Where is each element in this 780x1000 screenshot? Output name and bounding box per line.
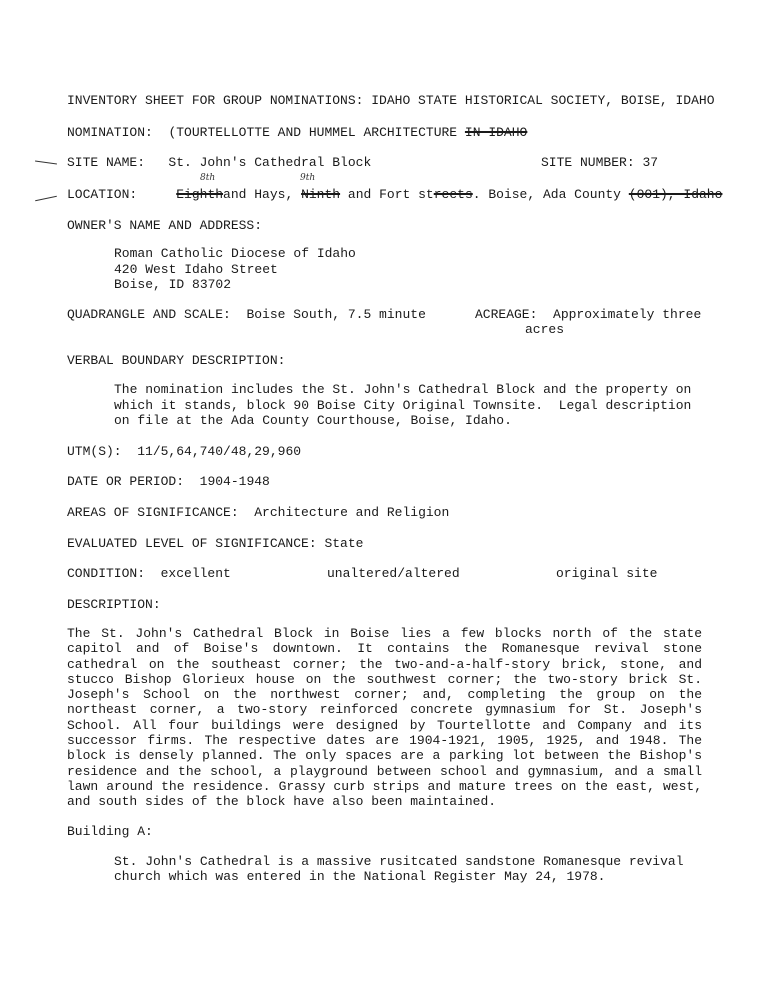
areas-label: AREAS OF SIGNIFICANCE: (67, 505, 239, 520)
nomination-value: TOURTELLOTTE AND HUMMEL ARCHITECTURE (176, 125, 458, 140)
level-row (67, 536, 363, 552)
quadrangle-label: QUADRANGLE AND SCALE: (67, 307, 231, 322)
acreage-row (475, 307, 701, 323)
site-number-label: SITE NUMBER: (541, 155, 635, 170)
site-name-row (67, 155, 371, 171)
building-a-line-2: church which was entered in the National Register May 24, 1978. (114, 869, 606, 884)
boundary-label: VERBAL BOUNDARY DESCRIPTION: (67, 353, 286, 368)
owner-line-1: Roman Catholic Diocese of Idaho (114, 246, 356, 261)
site-name-label: SITE NAME: (67, 155, 146, 170)
acreage-value: Approximately three (553, 307, 702, 322)
quadrangle-row (67, 307, 426, 323)
location-label: LOCATION: (67, 187, 138, 202)
handwritten-8th: 8th (200, 173, 216, 183)
location-part-3: . Boise, Ada County (472, 187, 621, 202)
date-row (67, 474, 270, 490)
level-label: EVALUATED LEVEL OF SIGNIFICANCE: (67, 536, 317, 551)
location-struck-1: Eighth (176, 187, 224, 202)
nomination-label: NOMINATION: (67, 125, 153, 140)
nomination-paren: ( (168, 125, 177, 140)
condition-excellent: excellent (160, 566, 231, 581)
level-value: State (324, 536, 364, 551)
document-header: INVENTORY SHEET FOR GROUP NOMINATIONS: IDAHO STATE HISTORICAL SOCIETY, BOISE, IDAHO (67, 93, 715, 108)
utm-label: UTM(S): (67, 444, 122, 459)
location-struck-3: reets (433, 187, 473, 202)
acreage-value-2: acres (525, 322, 565, 337)
boundary-line-3: on file at the Ada County Courthouse, Boise, Idaho. (114, 413, 512, 428)
owner-line-2: 420 West Idaho Street (114, 262, 278, 277)
areas-row (67, 505, 449, 521)
utm-value: 11/5,64,740/48,29,960 (137, 444, 302, 459)
site-number-value: 37 (642, 155, 659, 170)
date-value: 1904-1948 (199, 474, 270, 489)
site-name-value: St. John's Cathedral Block (168, 155, 372, 170)
location-struck-4: (001), Idaho (628, 187, 723, 202)
description-label: DESCRIPTION: (67, 597, 161, 612)
location-part-2: and Fort st (347, 187, 434, 202)
condition-label-row (67, 566, 231, 582)
owner-line-3: Boise, ID 83702 (114, 277, 232, 292)
description-paragraph: The St. John's Cathedral Block in Boise lies a few blocks north of the state capitol and of Boise's downtown. It contains the Romanesque revival stone cathedral on the southeast corner; the two-and-a-half-story brick, stone, and stucco Bishop Glorieux house on the southwest corner; the two-story brick St. Joseph's School on the northwest corner; and, completing the group on the northeast corner, a two-story reinforced concrete gymnasium for St. Joseph's School. All four buildings were designed by Tourtellotte and Company and its successor firms. The respective dates are 1904-1921, 1905, 1925, and 1948. The block is densely planned. The only spaces are a parking lot between the Bishop's residence and the school, a playground between school and gymnasium, and a small lawn around the residence. Grassy curb strips and mature trees on the east, west, and south sides of the block have also been maintained. (67, 626, 702, 810)
quadrangle-value: Boise South, 7.5 minute (246, 307, 426, 322)
handwritten-9th: 9th (300, 173, 316, 183)
boundary-line-2: which it stands, block 90 Boise City Original Townsite. Legal description (114, 398, 692, 413)
location-row (67, 187, 722, 203)
areas-value: Architecture and Religion (254, 505, 450, 520)
condition-label: CONDITION: (67, 566, 146, 581)
margin-mark (35, 196, 57, 202)
boundary-line-1: The nomination includes the St. John's Cathedral Block and the property on (114, 382, 692, 397)
acreage-label: ACREAGE: (475, 307, 538, 322)
nomination-row (67, 125, 527, 141)
location-part-1: and Hays, (223, 187, 294, 202)
condition-altered: unaltered/altered (327, 566, 460, 581)
site-number-row (541, 155, 658, 171)
owner-label: OWNER'S NAME AND ADDRESS: (67, 218, 263, 233)
location-struck-2: Ninth (301, 187, 341, 202)
date-label: DATE OR PERIOD: (67, 474, 185, 489)
building-a-line-1: St. John's Cathedral is a massive rusitcated sandstone Romanesque revival (114, 854, 684, 869)
nomination-struck: IN IDAHO (464, 125, 528, 140)
margin-mark (35, 160, 57, 164)
condition-original-site: original site (556, 566, 658, 581)
building-a-label: Building A: (67, 824, 153, 839)
utm-row (67, 444, 301, 460)
